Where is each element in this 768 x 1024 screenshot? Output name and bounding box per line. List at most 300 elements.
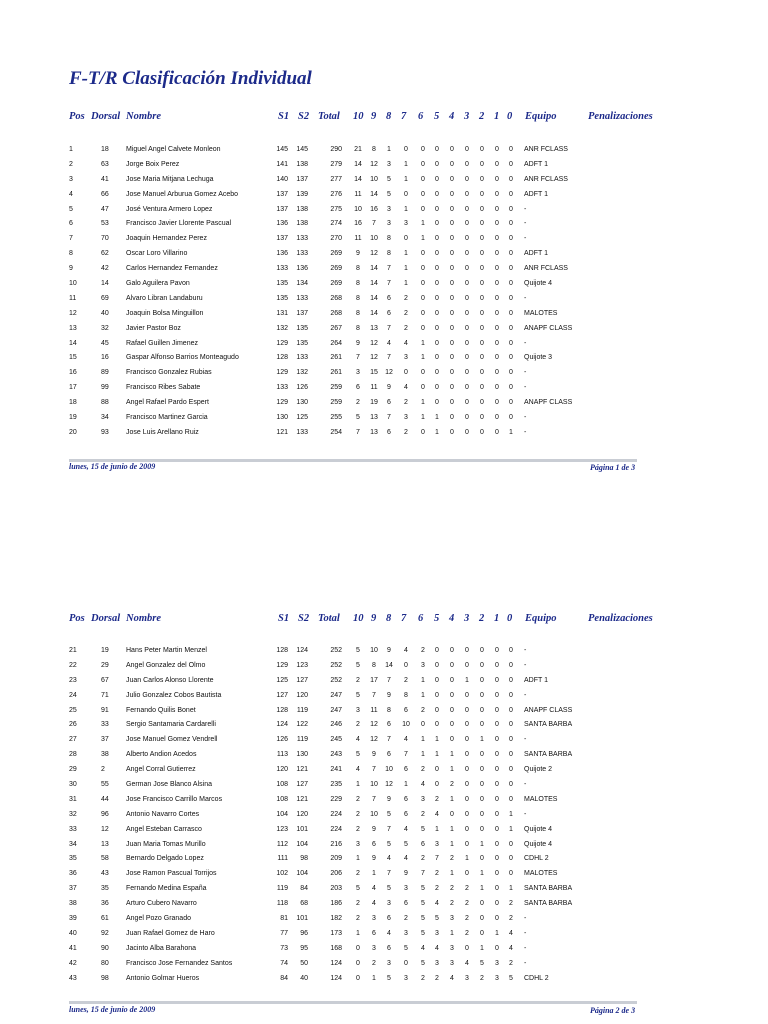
cell-name: Antonio Golmar Hueros: [126, 974, 200, 982]
cell-x5: 0: [435, 354, 439, 362]
cell-x9: 12: [370, 250, 378, 258]
table-row: [0, 351, 768, 366]
cell-x6: 1: [421, 399, 425, 407]
header-pos: Pos: [69, 613, 85, 624]
cell-pos: 20: [69, 428, 77, 436]
cell-x9: 16: [370, 205, 378, 213]
cell-total: 203: [330, 885, 342, 893]
cell-equipo: Quijote 4: [524, 280, 553, 288]
cell-x6: 0: [421, 369, 425, 377]
cell-x1: 0: [495, 810, 499, 818]
cell-x7: 6: [404, 795, 408, 803]
cell-x7: 4: [404, 825, 408, 833]
cell-x4: 4: [450, 974, 454, 982]
cell-x9: 10: [370, 235, 378, 243]
cell-x10: 10: [354, 205, 362, 213]
cell-x5: 0: [435, 766, 439, 774]
cell-x3: 2: [465, 900, 469, 908]
cell-pos: 11: [69, 294, 77, 302]
cell-x0: 0: [509, 160, 513, 168]
cell-x2: 5: [480, 959, 484, 967]
cell-name: Jacinto Alba Barahona: [126, 944, 197, 952]
header-nombre: Nombre: [126, 613, 161, 624]
cell-dorsal: 43: [101, 870, 109, 878]
header-s1: S1: [278, 111, 290, 122]
cell-name: Jorge Boix Perez: [126, 160, 180, 168]
cell-x8: 4: [387, 929, 391, 937]
cell-s1: 113: [276, 751, 288, 759]
cell-name: Rafael Guillen Jimenez: [126, 339, 198, 347]
cell-equipo: -: [524, 736, 527, 744]
cell-x2: 0: [480, 766, 484, 774]
cell-name: Jose Manuel Arburua Gomez Acebo: [126, 190, 239, 198]
cell-x9: 19: [370, 399, 378, 407]
cell-s2: 138: [296, 205, 308, 213]
cell-x5: 0: [435, 175, 439, 183]
cell-x9: 14: [370, 294, 378, 302]
cell-x0: 1: [509, 825, 513, 833]
cell-s2: 122: [296, 721, 308, 729]
cell-x4: 3: [450, 944, 454, 952]
cell-x3: 4: [465, 959, 469, 967]
cell-x3: 0: [465, 766, 469, 774]
cell-x4: 0: [450, 810, 454, 818]
cell-x2: 0: [480, 676, 484, 684]
cell-dorsal: 41: [101, 175, 109, 183]
cell-x4: 1: [450, 766, 454, 774]
cell-x10: 5: [356, 661, 360, 669]
cell-pos: 36: [69, 870, 77, 878]
cell-x10: 8: [356, 309, 360, 317]
cell-x4: 0: [450, 384, 454, 392]
cell-pos: 12: [69, 309, 77, 317]
cell-x9: 14: [370, 309, 378, 317]
cell-name: Antonio Navarro Cortes: [126, 810, 200, 818]
table-row: [0, 689, 768, 704]
cell-s2: 145: [296, 146, 308, 153]
cell-x10: 1: [356, 781, 360, 789]
cell-dorsal: 99: [101, 384, 109, 392]
cell-s1: 137: [276, 190, 288, 198]
cell-x4: 0: [450, 309, 454, 317]
cell-x5: 0: [435, 294, 439, 302]
cell-s1: 74: [280, 959, 288, 967]
header-3: 3: [464, 111, 470, 122]
cell-x6: 0: [421, 175, 425, 183]
cell-x2: 0: [480, 661, 484, 669]
cell-x7: 1: [404, 265, 408, 273]
cell-x4: 0: [450, 294, 454, 302]
cell-x6: 1: [421, 235, 425, 243]
table-row: [0, 733, 768, 748]
cell-x0: 0: [509, 399, 513, 407]
cell-x2: 0: [480, 280, 484, 288]
cell-s1: 129: [276, 399, 288, 407]
table-header: [0, 613, 768, 627]
cell-x6: 5: [421, 825, 425, 833]
table-row: [0, 867, 768, 882]
cell-x9: 1: [372, 974, 376, 982]
cell-dorsal: 40: [101, 309, 109, 317]
cell-pos: 42: [69, 959, 77, 967]
cell-s2: 123: [296, 661, 308, 669]
cell-x3: 0: [465, 736, 469, 744]
cell-equipo: CDHL 2: [524, 855, 549, 863]
table-row: [0, 337, 768, 352]
cell-x6: 0: [421, 309, 425, 317]
cell-x0: 5: [509, 974, 513, 982]
header-10: 10: [353, 111, 364, 122]
cell-x8: 7: [387, 265, 391, 273]
cell-x0: 0: [509, 294, 513, 302]
cell-x2: 0: [480, 721, 484, 729]
cell-x9: 4: [372, 900, 376, 908]
cell-name: Angel Gonzalez del Olmo: [126, 661, 206, 669]
cell-s1: 123: [276, 825, 288, 833]
cell-x1: 0: [495, 324, 499, 332]
cell-x6: 0: [421, 265, 425, 273]
cell-x5: 0: [435, 676, 439, 684]
cell-x1: 0: [495, 339, 499, 347]
cell-x6: 4: [421, 944, 425, 952]
cell-name: German Jose Blanco Alsina: [126, 781, 212, 789]
cell-x8: 4: [387, 339, 391, 347]
cell-s1: 133: [276, 265, 288, 273]
cell-equipo: MALOTES: [524, 870, 558, 878]
cell-x4: 0: [450, 205, 454, 213]
cell-s2: 138: [296, 160, 308, 168]
cell-x2: 0: [480, 900, 484, 908]
cell-x7: 10: [402, 721, 410, 729]
cell-x10: 2: [356, 825, 360, 833]
cell-pos: 30: [69, 781, 77, 789]
cell-x8: 5: [387, 175, 391, 183]
cell-total: 216: [330, 840, 342, 848]
cell-total: 168: [330, 944, 342, 952]
cell-x9: 7: [372, 691, 376, 699]
cell-x2: 0: [480, 235, 484, 243]
cell-x0: 0: [509, 676, 513, 684]
cell-name: Francisco Martinez Garcia: [126, 414, 208, 422]
cell-s1: 128: [276, 647, 288, 654]
cell-x8: 12: [385, 369, 393, 377]
cell-x4: 0: [450, 676, 454, 684]
cell-x2: 0: [480, 220, 484, 228]
cell-equipo: -: [524, 661, 527, 669]
cell-x0: 0: [509, 339, 513, 347]
cell-x5: 1: [435, 825, 439, 833]
cell-x3: 0: [465, 205, 469, 213]
cell-dorsal: 67: [101, 676, 109, 684]
cell-s1: 136: [276, 220, 288, 228]
cell-x7: 9: [404, 870, 408, 878]
cell-x10: 4: [356, 736, 360, 744]
cell-s2: 133: [296, 354, 308, 362]
cell-x1: 0: [495, 384, 499, 392]
cell-x7: 0: [404, 146, 408, 153]
cell-dorsal: 90: [101, 944, 109, 952]
cell-s1: 84: [280, 974, 288, 982]
cell-dorsal: 38: [101, 751, 109, 759]
cell-pos: 28: [69, 751, 77, 759]
cell-x6: 3: [421, 795, 425, 803]
cell-x5: 2: [435, 885, 439, 893]
cell-x10: 4: [356, 766, 360, 774]
cell-x2: 1: [480, 944, 484, 952]
cell-x7: 3: [404, 220, 408, 228]
header-s2: S2: [298, 111, 310, 122]
cell-x0: 0: [509, 190, 513, 198]
cell-x7: 0: [404, 235, 408, 243]
cell-total: 173: [330, 929, 342, 937]
cell-x1: 0: [495, 354, 499, 362]
cell-x6: 0: [421, 721, 425, 729]
cell-x8: 6: [387, 399, 391, 407]
cell-s2: 136: [296, 265, 308, 273]
cell-x8: 5: [387, 840, 391, 848]
results-table-page-2: [0, 644, 768, 986]
cell-x6: 0: [421, 146, 425, 153]
cell-total: 261: [330, 354, 342, 362]
cell-pos: 25: [69, 706, 77, 714]
cell-equipo: ANR FCLASS: [524, 265, 568, 273]
cell-dorsal: 63: [101, 160, 109, 168]
cell-equipo: ADFT 1: [524, 190, 548, 198]
cell-name: Francisco Ribes Sabate: [126, 384, 201, 392]
cell-x1: 0: [495, 736, 499, 744]
cell-x7: 1: [404, 280, 408, 288]
cell-x2: 0: [480, 369, 484, 377]
cell-x9: 14: [370, 265, 378, 273]
header-9: 9: [371, 111, 377, 122]
cell-x10: 5: [356, 691, 360, 699]
cell-pos: 24: [69, 691, 77, 699]
cell-x9: 13: [370, 324, 378, 332]
cell-x1: 0: [495, 428, 499, 436]
cell-total: 224: [330, 825, 342, 833]
cell-x5: 0: [435, 309, 439, 317]
cell-x5: 0: [435, 369, 439, 377]
cell-equipo: Quijote 4: [524, 840, 553, 848]
cell-x4: 0: [450, 414, 454, 422]
cell-x2: 0: [480, 190, 484, 198]
cell-x8: 3: [387, 160, 391, 168]
cell-s1: 118: [276, 900, 288, 908]
cell-x9: 12: [370, 339, 378, 347]
cell-x3: 0: [465, 414, 469, 422]
header-pos: Pos: [69, 111, 85, 122]
cell-x2: 0: [480, 825, 484, 833]
cell-x2: 0: [480, 399, 484, 407]
cell-x3: 3: [465, 974, 469, 982]
cell-pos: 33: [69, 825, 77, 833]
cell-x6: 2: [421, 706, 425, 714]
cell-x10: 11: [354, 190, 362, 198]
cell-equipo: -: [524, 647, 527, 654]
cell-pos: 31: [69, 795, 77, 803]
cell-x4: 3: [450, 959, 454, 967]
cell-dorsal: 2: [101, 766, 105, 774]
cell-x3: 0: [465, 795, 469, 803]
cell-x3: 0: [465, 160, 469, 168]
cell-s2: 101: [296, 915, 308, 923]
cell-x9: 3: [372, 944, 376, 952]
cell-x7: 1: [404, 781, 408, 789]
cell-total: 269: [330, 250, 342, 258]
cell-x4: 0: [450, 265, 454, 273]
cell-x7: 3: [404, 929, 408, 937]
cell-x7: 4: [404, 339, 408, 347]
cell-dorsal: 35: [101, 885, 109, 893]
cell-x4: 2: [450, 900, 454, 908]
cell-x1: 0: [495, 146, 499, 153]
cell-x1: 0: [495, 280, 499, 288]
footer-page-number: Página 2 de 3: [590, 1006, 636, 1015]
cell-x4: 0: [450, 235, 454, 243]
cell-dorsal: 13: [101, 840, 109, 848]
cell-s1: 140: [276, 175, 288, 183]
cell-total: 274: [330, 220, 342, 228]
cell-x3: 0: [465, 190, 469, 198]
cell-s2: 84: [300, 885, 308, 893]
cell-total: 209: [330, 855, 342, 863]
cell-x8: 14: [385, 661, 393, 669]
cell-s1: 137: [276, 205, 288, 213]
cell-x3: 0: [465, 354, 469, 362]
table-row: [0, 718, 768, 733]
cell-x0: 2: [509, 959, 513, 967]
cell-x8: 7: [387, 280, 391, 288]
cell-x0: 0: [509, 384, 513, 392]
cell-x3: 0: [465, 706, 469, 714]
cell-x4: 0: [450, 691, 454, 699]
cell-x7: 8: [404, 691, 408, 699]
cell-equipo: SANTA BARBA: [524, 885, 573, 893]
cell-x2: 0: [480, 205, 484, 213]
cell-x5: 4: [435, 810, 439, 818]
cell-equipo: SANTA BARBA: [524, 721, 573, 729]
cell-total: 276: [330, 190, 342, 198]
cell-total: 268: [330, 309, 342, 317]
cell-x3: 0: [465, 220, 469, 228]
cell-x1: 0: [495, 870, 499, 878]
cell-x5: 0: [435, 339, 439, 347]
cell-x5: 0: [435, 146, 439, 153]
cell-total: 269: [330, 280, 342, 288]
cell-x1: 0: [495, 414, 499, 422]
cell-x2: 0: [480, 309, 484, 317]
cell-x6: 3: [421, 661, 425, 669]
table-row: [0, 927, 768, 942]
cell-equipo: -: [524, 691, 527, 699]
footer-page-number: Página 1 de 3: [590, 463, 636, 472]
header-0: 0: [507, 613, 513, 624]
cell-dorsal: 55: [101, 781, 109, 789]
cell-x8: 6: [387, 309, 391, 317]
cell-s2: 127: [296, 676, 308, 684]
cell-x7: 1: [404, 160, 408, 168]
cell-x7: 6: [404, 810, 408, 818]
cell-name: Jose Ramon Pascual Torrijos: [126, 870, 217, 878]
cell-s2: 132: [296, 369, 308, 377]
cell-dorsal: 91: [101, 706, 109, 714]
cell-total: 229: [330, 795, 342, 803]
cell-s2: 133: [296, 294, 308, 302]
cell-dorsal: 16: [101, 354, 109, 362]
cell-x9: 12: [370, 354, 378, 362]
cell-name: Fernando Quilis Bonet: [126, 706, 196, 714]
cell-s1: 121: [276, 428, 288, 436]
document-title: F-T/R Clasificación Individual: [69, 68, 312, 89]
cell-x6: 0: [421, 384, 425, 392]
cell-x7: 3: [404, 354, 408, 362]
cell-x4: 0: [450, 706, 454, 714]
cell-x7: 1: [404, 205, 408, 213]
cell-dorsal: 70: [101, 235, 109, 243]
cell-s2: 121: [296, 795, 308, 803]
cell-x10: 2: [356, 870, 360, 878]
cell-x3: 2: [465, 915, 469, 923]
cell-x4: 0: [450, 399, 454, 407]
cell-pos: 38: [69, 900, 77, 908]
header-total: Total: [318, 613, 340, 624]
cell-name: Angel Esteban Carrasco: [126, 825, 202, 833]
header-5: 5: [434, 111, 440, 122]
cell-x6: 7: [421, 870, 425, 878]
cell-x0: 0: [509, 647, 513, 654]
cell-x9: 13: [370, 414, 378, 422]
cell-pos: 34: [69, 840, 77, 848]
cell-equipo: -: [524, 384, 527, 392]
cell-x8: 6: [387, 944, 391, 952]
cell-pos: 40: [69, 929, 77, 937]
cell-total: 268: [330, 294, 342, 302]
cell-pos: 18: [69, 399, 77, 407]
cell-x10: 3: [356, 706, 360, 714]
cell-total: 206: [330, 870, 342, 878]
table-row: [0, 659, 768, 674]
cell-x7: 5: [404, 840, 408, 848]
header-1: 1: [494, 111, 500, 122]
cell-x0: 0: [509, 855, 513, 863]
cell-x7: 1: [404, 175, 408, 183]
cell-s1: 111: [277, 855, 288, 863]
table-row: [0, 232, 768, 247]
cell-x6: 0: [421, 324, 425, 332]
cell-x3: 0: [465, 647, 469, 654]
cell-name: Jose Luis Arellano Ruiz: [126, 428, 199, 436]
footer-date: lunes, 15 de junio de 2009: [69, 462, 156, 471]
cell-x5: 0: [435, 280, 439, 288]
cell-x10: 0: [356, 959, 360, 967]
cell-x7: 7: [404, 751, 408, 759]
cell-dorsal: 34: [101, 414, 109, 422]
cell-x8: 5: [387, 810, 391, 818]
cell-x7: 3: [404, 974, 408, 982]
cell-x10: 2: [356, 915, 360, 923]
cell-x6: 1: [421, 676, 425, 684]
cell-x10: 14: [354, 160, 362, 168]
cell-x9: 11: [370, 384, 378, 392]
cell-equipo: -: [524, 339, 527, 347]
cell-s2: 120: [296, 691, 308, 699]
cell-x5: 2: [435, 795, 439, 803]
cell-x4: 2: [450, 855, 454, 863]
cell-x9: 11: [370, 706, 378, 714]
header-penalizaciones: Penalizaciones: [588, 111, 653, 122]
cell-x7: 0: [404, 661, 408, 669]
cell-x8: 3: [387, 205, 391, 213]
